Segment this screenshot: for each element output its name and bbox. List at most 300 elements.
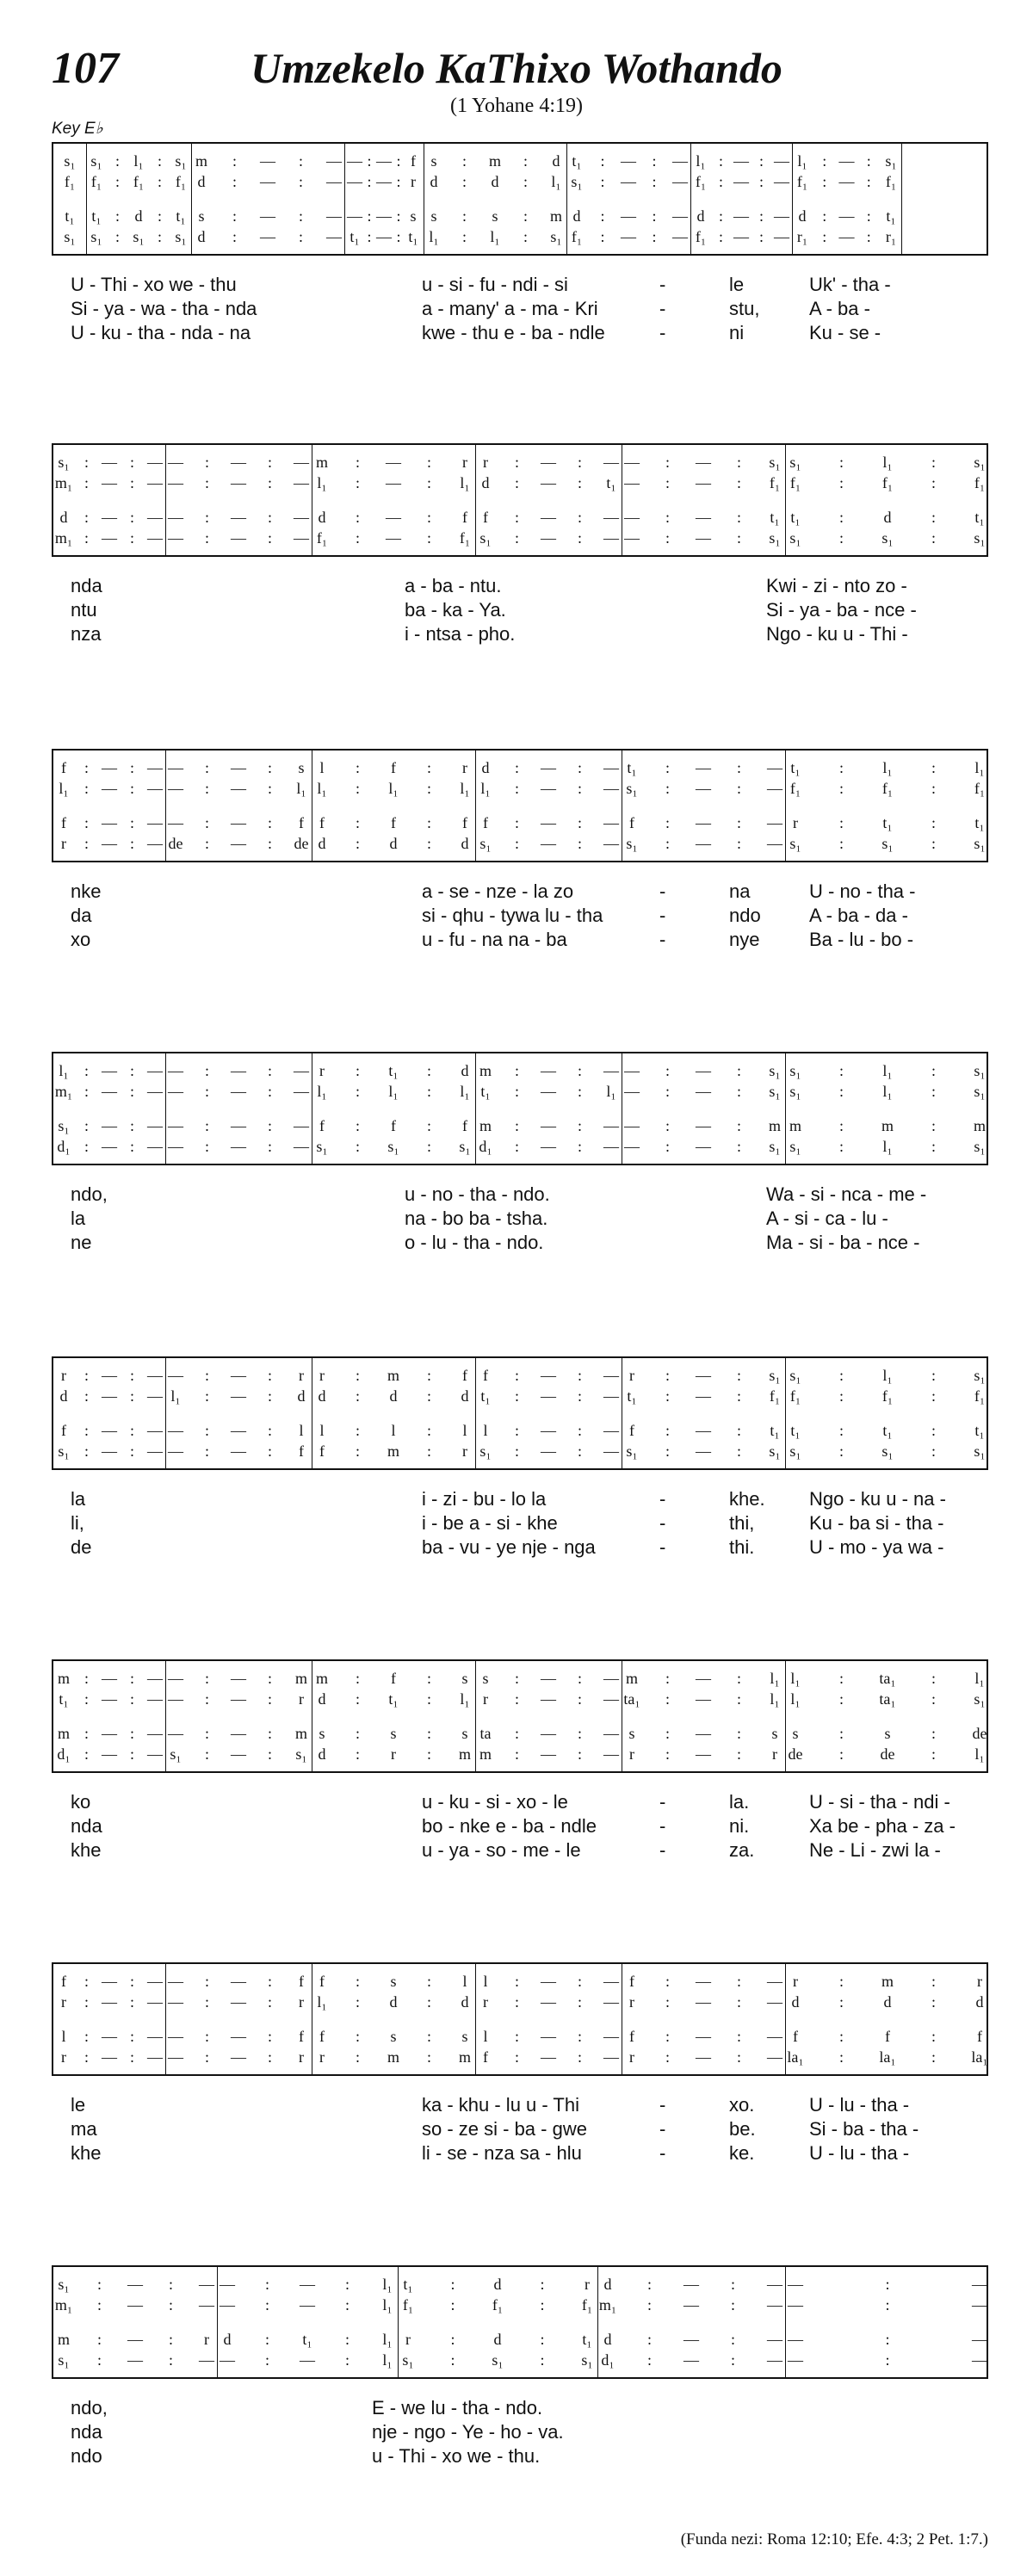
beat-separator: : [168,2331,174,2348]
tenor-part [53,2329,987,2350]
solfa-note: l₁ [882,1138,893,1155]
solfa-note: — [147,474,163,491]
beat-separator: : [577,1367,583,1384]
solfa-note: m [315,1670,329,1687]
beat-separator: : [514,2048,520,2066]
solfa-note: s₁ [974,454,986,471]
beat-separator: : [129,1387,135,1405]
beat-separator: : [461,173,467,190]
beat-separator: : [267,1367,273,1384]
tenor-part [53,812,987,833]
solfa-note: d [389,1993,398,2011]
beat-separator: : [129,759,135,776]
lyric-syllables: A - ba - da - [809,905,908,926]
beat-separator: : [838,835,844,852]
solfa-note: — [696,1442,711,1460]
solfa-note: — [788,2276,803,2293]
beat-separator: : [129,1725,135,1742]
solfa-note: d [197,173,206,190]
solfa-note: t₁ [65,207,75,225]
lyric-syllables: le [71,2094,86,2116]
beat-separator: : [426,1725,432,1742]
solfa-note: s₁ [550,228,562,245]
solfa-note: d [223,2331,232,2348]
beat-separator: : [204,1670,210,1687]
solfa-note: — [147,814,163,831]
solfa-note: m [625,1670,639,1687]
solfa-note: — [147,2028,163,2045]
beat-separator: : [885,2276,890,2293]
beat-separator: : [267,1138,273,1155]
solfa-note: — [231,529,246,547]
lyric-syllables: Ngo - ku u - Thi - [766,623,908,645]
beat-separator: : [355,509,361,526]
solfa-note: — [696,1993,711,2011]
lyric-syllables: ke. [729,2142,755,2164]
solfa-note: l₁ [974,1670,985,1687]
lyric-syllables: a - ba - ntu. [405,575,502,596]
lyric-syllables: ba - ka - Ya. [405,599,506,621]
solfa-note: — [231,2048,246,2066]
beat-separator: : [736,2028,742,2045]
solfa-note: l₁ [382,2351,393,2369]
tonic-solfa-staff [52,142,988,256]
solfa-note: — [231,814,246,831]
solfa-note: s [461,1725,468,1742]
beat-separator: : [426,1690,432,1708]
beat-separator: : [84,1422,90,1439]
beat-separator: : [450,2296,455,2313]
solfa-note: — [102,1973,117,1990]
beat-separator: : [426,1367,432,1384]
beat-separator: : [168,2351,174,2369]
solfa-note: — [294,509,309,526]
solfa-note: r [629,1993,634,2011]
solfa-note: — [199,2351,214,2369]
solfa-note: — [168,1973,183,1990]
lyric-syllables: u - ya - so - me - le [422,1839,581,1861]
solfa-note: ta₁ [879,1690,896,1708]
alto-part [53,1689,987,1709]
beat-separator: : [396,173,401,190]
beat-separator: : [931,1725,937,1742]
solfa-note: r [629,1367,634,1384]
solfa-note: r [793,814,798,831]
beat-separator: : [355,474,361,491]
beat-separator: : [232,228,238,245]
solfa-note: — [168,780,183,797]
solfa-note: s₁ [769,454,781,471]
solfa-note: — [541,1387,556,1405]
solfa-note: m [479,1062,492,1079]
beat-separator: : [523,207,529,225]
solfa-note: — [541,1062,556,1079]
beat-separator: : [758,152,764,170]
beat-separator: : [514,1387,520,1405]
lyric-syllables: - [659,1815,666,1837]
solfa-note: — [168,1367,183,1384]
beat-separator: : [267,814,273,831]
solfa-note: f [61,1973,66,1990]
solfa-note: t₁ [176,207,186,225]
lyric-syllables: Ne - Li - zwi la - [809,1839,941,1861]
solfa-note: — [672,173,688,190]
solfa-note: d₁ [57,1745,71,1763]
lyric-syllables: na [729,880,751,902]
solfa-note: — [696,780,711,797]
beat-separator: : [514,2028,520,2045]
lyric-syllables: kwe - thu e - ba - ndle [422,322,605,343]
solfa-note: — [696,2028,711,2045]
solfa-note: — [541,454,556,471]
solfa-note: la₁ [787,2048,804,2066]
solfa-note: f₁ [881,474,894,491]
beat-separator: : [426,1670,432,1687]
solfa-note: r [391,1745,396,1763]
lyric-syllables: u - fu - na na - ba [422,929,567,950]
solfa-note: l₁ [388,780,399,797]
beat-separator: : [736,835,742,852]
solfa-note: — [300,2296,315,2313]
solfa-note: l₁ [296,780,306,797]
beat-separator: : [267,1442,273,1460]
beat-separator: : [96,2276,102,2293]
beat-separator: : [426,474,432,491]
solfa-note: — [231,1993,246,2011]
solfa-note: d [461,1387,469,1405]
alto-part [53,1386,987,1406]
solfa-note: — [541,814,556,831]
beat-separator: : [204,2048,210,2066]
solfa-note: l₁ [59,780,69,797]
solfa-note: — [102,1422,117,1439]
lyric-syllables: Ba - lu - bo - [809,929,914,950]
key-signature: Key E♭ [52,120,103,138]
beat-separator: : [355,780,361,797]
solfa-note: d [481,474,490,491]
solfa-note: — [102,1690,117,1708]
solfa-note: — [696,454,711,471]
solfa-note: l₁ [382,2296,393,2313]
solfa-note: r [411,173,416,190]
lyric-syllables: a - many' a - ma - Kri [422,298,598,319]
beat-separator: : [665,1422,671,1439]
solfa-note: f₁ [571,228,583,245]
solfa-note: t₁ [349,228,360,245]
beat-separator: : [885,2331,890,2348]
solfa-note: f [411,152,416,170]
beat-separator: : [426,1083,432,1100]
solfa-note: — [621,207,636,225]
verse-3-line [52,2444,988,2468]
beat-separator: : [204,1422,210,1439]
beat-separator: : [114,207,121,225]
bass-part [53,226,987,247]
verse-1-line [52,2396,988,2420]
beat-separator: : [129,1442,135,1460]
beat-separator: : [931,474,937,491]
beat-separator: : [514,1670,520,1687]
solfa-note: — [347,152,362,170]
solfa-note: r [319,1062,325,1079]
verse-3-line [52,622,988,646]
solfa-note: — [168,1062,183,1079]
beat-separator: : [267,1387,273,1405]
beat-separator: : [665,780,671,797]
beat-separator: : [577,1062,583,1079]
beat-separator: : [204,759,210,776]
solfa-note: f [61,759,66,776]
solfa-note: — [603,759,619,776]
solfa-note: m₁ [54,2296,73,2313]
solfa-note: — [294,1117,309,1134]
solfa-note: f [319,1442,325,1460]
beat-separator: : [931,814,937,831]
beat-separator: : [461,207,467,225]
solfa-note: — [231,1442,246,1460]
solfa-note: f [629,2028,634,2045]
beat-separator: : [355,1387,361,1405]
beat-separator: : [514,1993,520,2011]
solfa-note: f₁ [974,474,986,491]
lyrics-block [52,1183,988,1255]
solfa-note: — [168,1422,183,1439]
lyric-syllables: A - ba - [809,298,870,319]
solfa-note: s₁ [133,228,145,245]
solfa-note: — [541,2028,556,2045]
solfa-note: — [603,835,619,852]
beat-separator: : [204,814,210,831]
beat-separator: : [355,1993,361,2011]
beat-separator: : [355,1083,361,1100]
solfa-note: — [102,780,117,797]
solfa-note: f₁ [789,780,801,797]
solfa-note: f₁ [881,1387,894,1405]
beat-separator: : [84,1083,90,1100]
solfa-note: s₁ [974,1690,986,1708]
lyric-syllables: Ku - se - [809,322,881,343]
beat-separator: : [355,2048,361,2066]
beat-separator: : [129,529,135,547]
solfa-note: — [696,1083,711,1100]
solfa-note: d [389,1387,398,1405]
solfa-note: — [624,1117,640,1134]
beat-separator: : [355,1422,361,1439]
beat-separator: : [129,1973,135,1990]
beat-separator: : [84,814,90,831]
lyric-syllables: si - qhu - tywa lu - tha [422,905,603,926]
solfa-note: — [147,1387,163,1405]
beat-separator: : [577,2028,583,2045]
beat-separator: : [838,1062,844,1079]
beat-separator: : [157,207,163,225]
lyric-syllables: khe [71,2142,102,2164]
beat-separator: : [450,2351,455,2369]
solfa-note: — [696,1387,711,1405]
solfa-note: — [603,454,619,471]
beat-separator: : [577,1422,583,1439]
beat-separator: : [577,1083,583,1100]
solfa-note: — [788,2296,803,2313]
solfa-note: l₁ [696,152,706,170]
solfa-note: r [61,835,66,852]
beat-separator: : [84,780,90,797]
solfa-note: — [767,759,782,776]
solfa-note: — [102,1670,117,1687]
solfa-note: s₁ [479,1442,492,1460]
beat-separator: : [450,2276,455,2293]
beat-separator: : [267,835,273,852]
lyric-syllables: bo - nke e - ba - ndle [422,1815,597,1837]
beat-separator: : [204,780,210,797]
solfa-note: f [391,1670,396,1687]
beat-separator: : [355,1725,361,1742]
lyric-syllables: de [71,1536,92,1558]
lyric-syllables: - [659,929,666,950]
verse-1-line [52,2093,988,2117]
solfa-note: — [541,2048,556,2066]
solfa-note: r [462,759,467,776]
solfa-note: — [147,1745,163,1763]
beat-separator: : [355,1367,361,1384]
solfa-note: — [624,454,640,471]
beat-separator: : [355,759,361,776]
solfa-note: s₁ [881,835,894,852]
solfa-note: t₁ [480,1083,491,1100]
beat-separator: : [665,529,671,547]
beat-separator: : [267,454,273,471]
solfa-note: — [624,509,640,526]
solfa-note: — [696,814,711,831]
beat-separator: : [838,1993,844,2011]
lyrics-block [52,880,988,952]
solfa-note: s₁ [492,2351,504,2369]
solfa-note: — [376,152,392,170]
solfa-note: d [603,2331,612,2348]
solfa-note: t₁ [302,2331,312,2348]
solfa-note: t₁ [790,1422,801,1439]
beat-separator: : [204,1973,210,1990]
beat-separator: : [129,1993,135,2011]
solfa-note: — [231,1062,246,1079]
solfa-note: l₁ [317,1993,327,2011]
solfa-note: — [102,2048,117,2066]
solfa-note: s₁ [459,1138,471,1155]
solfa-note: — [102,454,117,471]
beat-separator: : [426,1745,432,1763]
solfa-note: — [260,152,275,170]
beat-separator: : [838,1745,844,1763]
verse-3-line [52,2141,988,2165]
lyric-syllables: xo [71,929,91,950]
beat-separator: : [367,207,372,225]
solfa-note: f₁ [459,529,471,547]
solfa-note: l₁ [460,1083,470,1100]
lyric-syllables: nje - ngo - Ye - ho - va. [372,2421,564,2443]
beat-separator: : [646,2331,653,2348]
beat-separator: : [96,2296,102,2313]
lyric-syllables: Si - ya - ba - nce - [766,599,917,621]
solfa-note: f₁ [885,173,897,190]
solfa-note: l₁ [797,152,807,170]
beat-separator: : [736,1725,742,1742]
beat-separator: : [204,1367,210,1384]
solfa-note: f [977,2028,982,2045]
alto-part [53,171,987,192]
solfa-note: l₁ [606,1083,616,1100]
solfa-note: s₁ [58,454,70,471]
beat-separator: : [129,1670,135,1687]
lyric-syllables: ma [71,2118,97,2140]
lyric-syllables: - [659,1791,666,1813]
solfa-note: — [102,1745,117,1763]
bass-part [53,1441,987,1461]
beat-separator: : [931,529,937,547]
lyric-syllables: E - we lu - tha - ndo. [372,2397,543,2418]
beat-separator: : [718,207,724,225]
alto-part [53,1081,987,1102]
beat-separator: : [264,2296,270,2313]
beat-separator: : [838,454,844,471]
beat-separator: : [298,152,304,170]
beat-separator: : [646,2296,653,2313]
solfa-note: s₁ [479,835,492,852]
solfa-note: l [483,1973,488,1990]
beat-separator: : [204,1993,210,2011]
beat-separator: : [204,454,210,471]
solfa-note: — [168,2028,183,2045]
solfa-note: f₁ [974,1387,986,1405]
solfa-note: r [483,1993,488,2011]
beat-separator: : [736,1670,742,1687]
lyric-syllables: U - no - tha - [809,880,916,902]
soprano-part [53,1971,987,1992]
solfa-note: t₁ [403,2276,413,2293]
solfa-note: — [260,173,275,190]
lyric-syllables: - [659,1839,666,1861]
solfa-note: d [603,2276,612,2293]
solfa-note: l₁ [382,2276,393,2293]
solfa-note: de [168,835,183,852]
beat-separator: : [665,1690,671,1708]
beat-separator: : [736,529,742,547]
solfa-note: r [61,2048,66,2066]
solfa-note: — [767,2351,782,2369]
solfa-note: f₁ [492,2296,504,2313]
beat-separator: : [514,529,520,547]
lyric-syllables: nza [71,623,102,645]
solfa-note: s [771,1725,778,1742]
lyric-syllables: - [659,1488,666,1510]
solfa-note: — [541,1670,556,1687]
solfa-note: l₁ [770,1690,780,1708]
solfa-note: d [461,1062,469,1079]
beat-separator: : [730,2296,736,2313]
soprano-part [53,1668,987,1689]
lyric-syllables: xo. [729,2094,755,2116]
solfa-note: s₁ [402,2351,414,2369]
beat-separator: : [577,1117,583,1134]
solfa-note: r [299,1993,304,2011]
beat-separator: : [718,152,724,170]
beat-separator: : [396,152,401,170]
solfa-note: t₁ [790,509,801,526]
solfa-note: d [297,1387,306,1405]
beat-separator: : [838,780,844,797]
lyric-syllables: nda [71,575,102,596]
beat-separator: : [931,1138,937,1155]
solfa-note: — [102,1725,117,1742]
